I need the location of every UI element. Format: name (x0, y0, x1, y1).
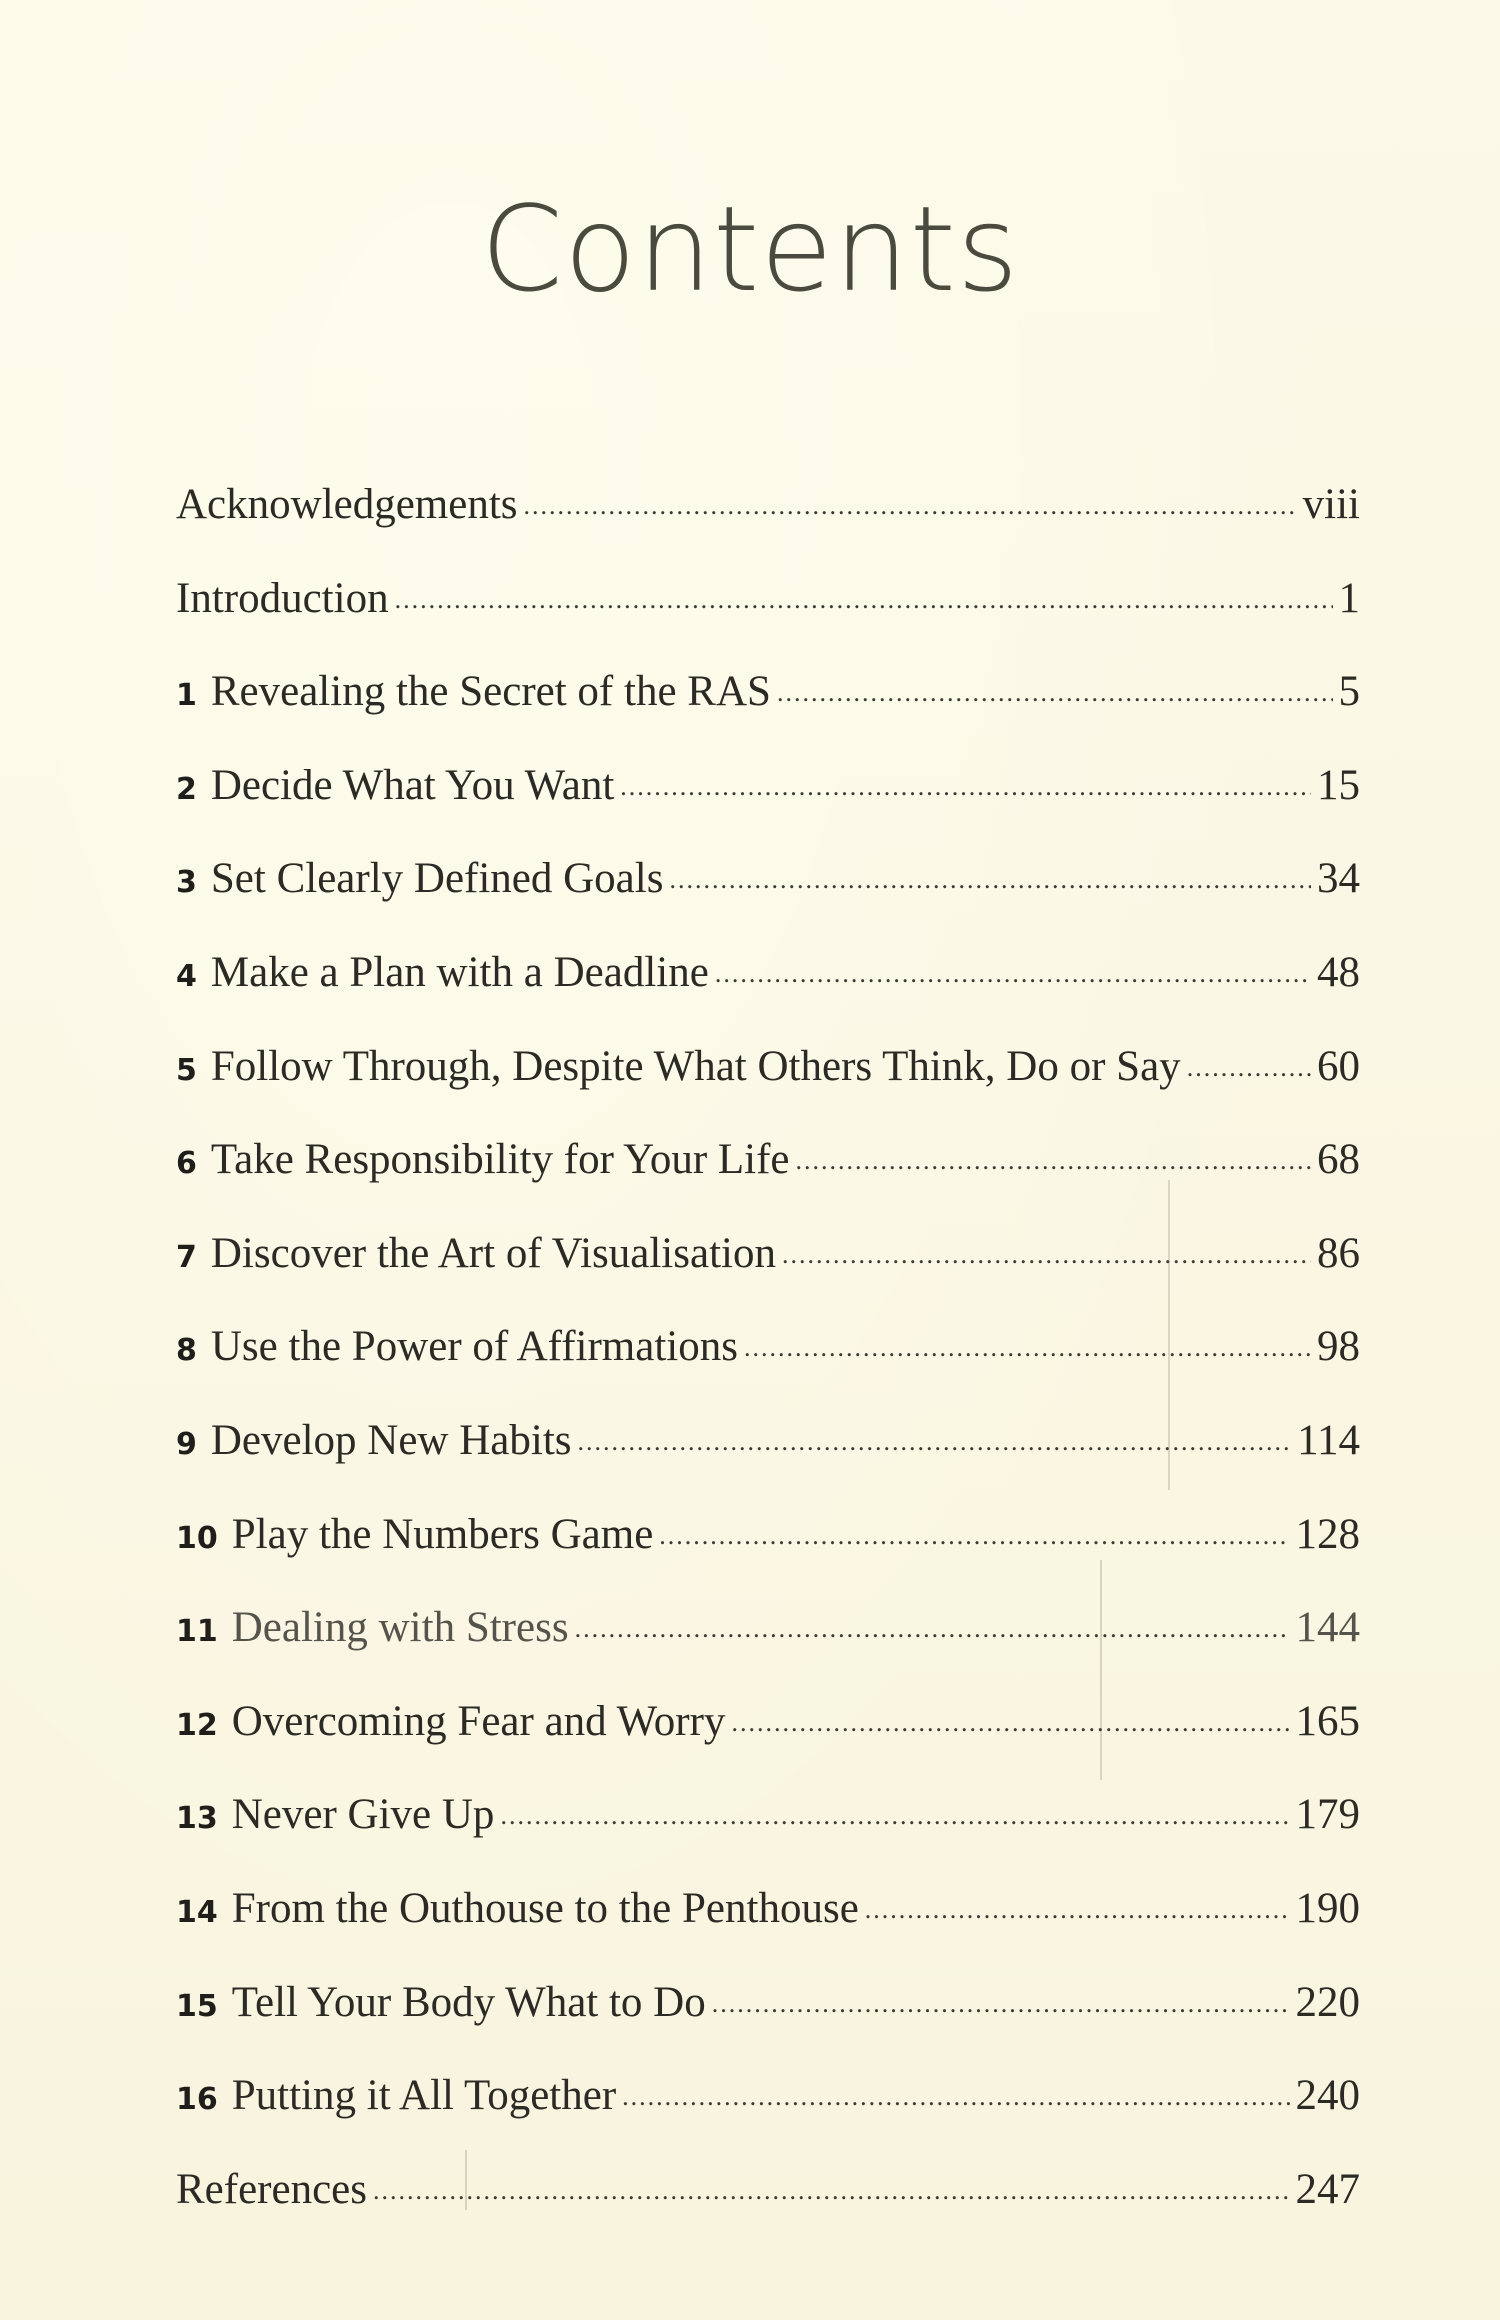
page-title: Contents (480, 180, 1020, 318)
dot-leader (796, 1131, 1311, 1180)
entry-title: Introduction (176, 574, 389, 622)
chapter-number: 15 (176, 1988, 218, 2024)
entry-page-number: 240 (1295, 2072, 1360, 2120)
dot-leader (865, 1880, 1290, 1929)
dot-leader (575, 1599, 1290, 1648)
entry-page-number: 34 (1317, 855, 1360, 903)
toc-entry (176, 1697, 1360, 1791)
chapter-number: 4 (176, 958, 197, 994)
entry-title: Decide What You Want (210, 761, 615, 809)
chapter-number: 9 (176, 1426, 197, 1462)
entry-title: Make a Plan with a Deadline (210, 948, 709, 996)
toc-entry (176, 1416, 1360, 1510)
entry-title: Never Give Up (231, 1791, 495, 1839)
entry-page-number: 144 (1295, 1604, 1360, 1652)
chapter-number: 8 (176, 1333, 197, 1369)
dot-leader (715, 944, 1311, 993)
dot-leader (524, 476, 1297, 525)
toc-entry (176, 1042, 1360, 1136)
toc-entry (176, 574, 1360, 668)
entry-page-number: 114 (1297, 1416, 1360, 1464)
chapter-number: 1 (176, 678, 197, 714)
toc-entry (176, 1229, 1360, 1323)
entry-title: Follow Through, Despite What Others Think, Do or Say (210, 1042, 1181, 1090)
dot-leader (744, 1318, 1311, 1367)
toc-entry (176, 667, 1360, 761)
entry-page-number: 86 (1317, 1229, 1360, 1277)
entry-page-number: viii (1302, 481, 1360, 528)
dot-leader (1187, 1038, 1311, 1087)
entry-title: Use the Power of Affirmations (210, 1323, 738, 1371)
toc-entry (176, 854, 1360, 948)
chapter-number: 2 (176, 771, 197, 807)
chapter-number: 10 (176, 1520, 218, 1556)
entry-title: Putting it All Together (231, 2072, 617, 2120)
entry-page-number: 60 (1317, 1042, 1360, 1090)
toc-entry (176, 2165, 1360, 2259)
chapter-number: 14 (176, 1894, 218, 1930)
dot-leader (500, 1786, 1289, 1835)
toc-entry (176, 1135, 1360, 1229)
toc-entry (176, 1603, 1360, 1697)
dot-leader (620, 757, 1311, 806)
toc-entry (176, 1322, 1360, 1416)
chapter-number: 12 (176, 1707, 218, 1743)
entry-title: References (176, 2165, 367, 2213)
dot-leader (395, 570, 1333, 619)
dot-leader (578, 1412, 1292, 1461)
toc-entry (176, 1510, 1360, 1604)
toc-entry (176, 761, 1360, 855)
dot-leader (712, 1974, 1290, 2023)
entry-page-number: 165 (1295, 1697, 1360, 1745)
toc-entry (176, 480, 1360, 574)
entry-page-number: 247 (1295, 2165, 1360, 2213)
table-of-contents (176, 480, 1360, 2258)
entry-page-number: 1 (1338, 574, 1360, 622)
entry-page-number: 15 (1317, 761, 1360, 809)
entry-page-number: 190 (1295, 1884, 1360, 1932)
dot-leader (782, 1225, 1311, 1274)
chapter-number: 16 (176, 2082, 218, 2118)
chapter-number: 13 (176, 1801, 218, 1837)
entry-title: Acknowledgements (176, 481, 518, 528)
entry-page-number: 220 (1295, 1978, 1360, 2026)
entry-title: Play the Numbers Game (231, 1510, 654, 1558)
toc-entry (176, 1978, 1360, 2072)
dot-leader (622, 2067, 1289, 2116)
entry-page-number: 179 (1295, 1791, 1360, 1839)
entry-title: From the Outhouse to the Penthouse (231, 1884, 859, 1932)
dot-leader (777, 663, 1333, 712)
toc-entry (176, 1790, 1360, 1884)
chapter-number: 11 (176, 1614, 218, 1650)
entry-title: Overcoming Fear and Worry (231, 1697, 726, 1745)
entry-page-number: 128 (1295, 1510, 1360, 1558)
entry-page-number: 5 (1338, 668, 1360, 716)
chapter-number: 5 (176, 1052, 197, 1088)
dot-leader (731, 1693, 1289, 1742)
chapter-number: 7 (176, 1239, 197, 1275)
toc-entry (176, 2071, 1360, 2165)
entry-title: Discover the Art of Visualisation (210, 1229, 776, 1277)
dot-leader (373, 2161, 1290, 2210)
entry-page-number: 98 (1317, 1323, 1360, 1371)
chapter-number: 6 (176, 1146, 197, 1182)
chapter-number: 3 (176, 865, 197, 901)
toc-entry (176, 948, 1360, 1042)
entry-page-number: 68 (1317, 1136, 1360, 1184)
dot-leader (659, 1506, 1289, 1555)
entry-title: Set Clearly Defined Goals (210, 855, 664, 903)
entry-title: Take Responsibility for Your Life (210, 1136, 790, 1184)
entry-page-number: 48 (1317, 948, 1360, 996)
entry-title: Tell Your Body What to Do (231, 1978, 706, 2026)
entry-title: Develop New Habits (210, 1416, 572, 1464)
dot-leader (669, 850, 1311, 899)
entry-title: Revealing the Secret of the RAS (210, 668, 771, 716)
entry-title: Dealing with Stress (231, 1604, 569, 1652)
toc-entry (176, 1884, 1360, 1978)
